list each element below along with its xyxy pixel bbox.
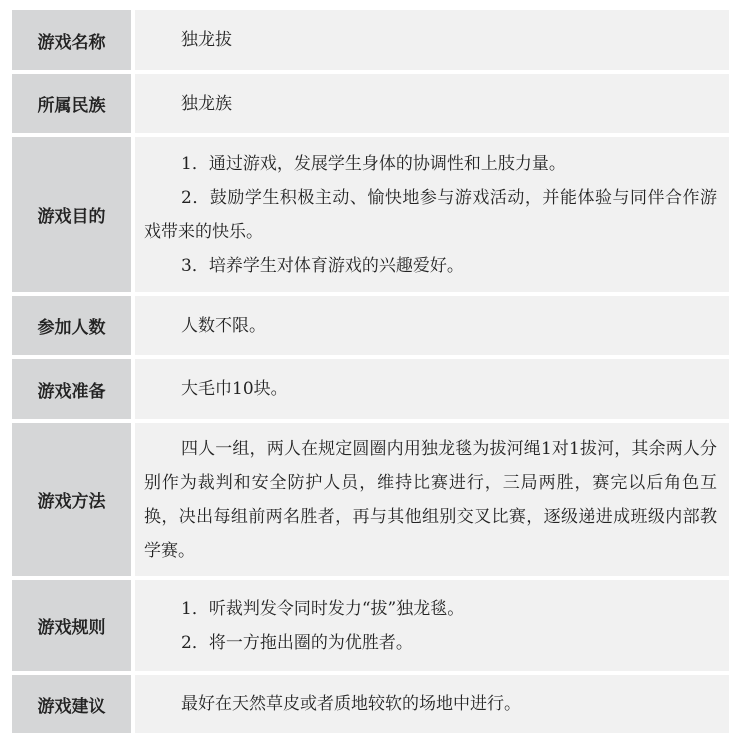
row-label-participants: 参加人数 [12, 296, 131, 355]
content-line: 独龙族 [181, 93, 232, 114]
row-content-game-purpose [135, 137, 729, 292]
row-content-ethnic-group [135, 74, 729, 133]
row-label-game-name: 游戏名称 [12, 10, 131, 70]
row-label-preparation: 游戏准备 [12, 359, 131, 419]
content-line: 四人一组，两人在规定圆圈内用独龙毯为拔河绳1对1拔河，其余两人分别作为裁判和安全防护人员，维持比赛进行，三局两胜，赛完以后角色互换，决出每组前两名胜者，再与其他组别交叉比赛，逐级递进成班级内部教学赛。 [144, 438, 717, 561]
content-line: 1．听裁判发令同时发力“拔”独龙毯。 [181, 598, 465, 619]
row-label-method: 游戏方法 [12, 423, 131, 576]
row-content-suggestion [135, 675, 729, 733]
content-line: 人数不限。 [181, 315, 266, 336]
content-line: 独龙拔 [181, 30, 232, 50]
content-line: 大毛巾10块。 [181, 379, 288, 399]
content-line: 最好在天然草皮或者质地较软的场地中进行。 [181, 694, 521, 714]
row-content-method [135, 423, 729, 576]
row-content-preparation [135, 359, 729, 419]
row-label-ethnic-group: 所属民族 [12, 74, 131, 133]
row-label-rules: 游戏规则 [12, 580, 131, 671]
row-label-game-purpose: 游戏目的 [12, 137, 131, 292]
row-content-participants [135, 296, 729, 355]
content-line: 2．将一方拖出圈的为优胜者。 [181, 632, 413, 653]
row-content-game-name [135, 10, 729, 70]
content-line: 1．通过游戏，发展学生身体的协调性和上肢力量。 [181, 153, 566, 174]
content-line: 3．培养学生对体育游戏的兴趣爱好。 [181, 255, 464, 276]
row-label-suggestion: 游戏建议 [12, 675, 131, 733]
row-content-rules [135, 580, 729, 671]
game-info-table [12, 10, 729, 733]
content-line: 2．鼓励学生积极主动、愉快地参与游戏活动，并能体验与同伴合作游戏带来的快乐。 [144, 187, 717, 242]
